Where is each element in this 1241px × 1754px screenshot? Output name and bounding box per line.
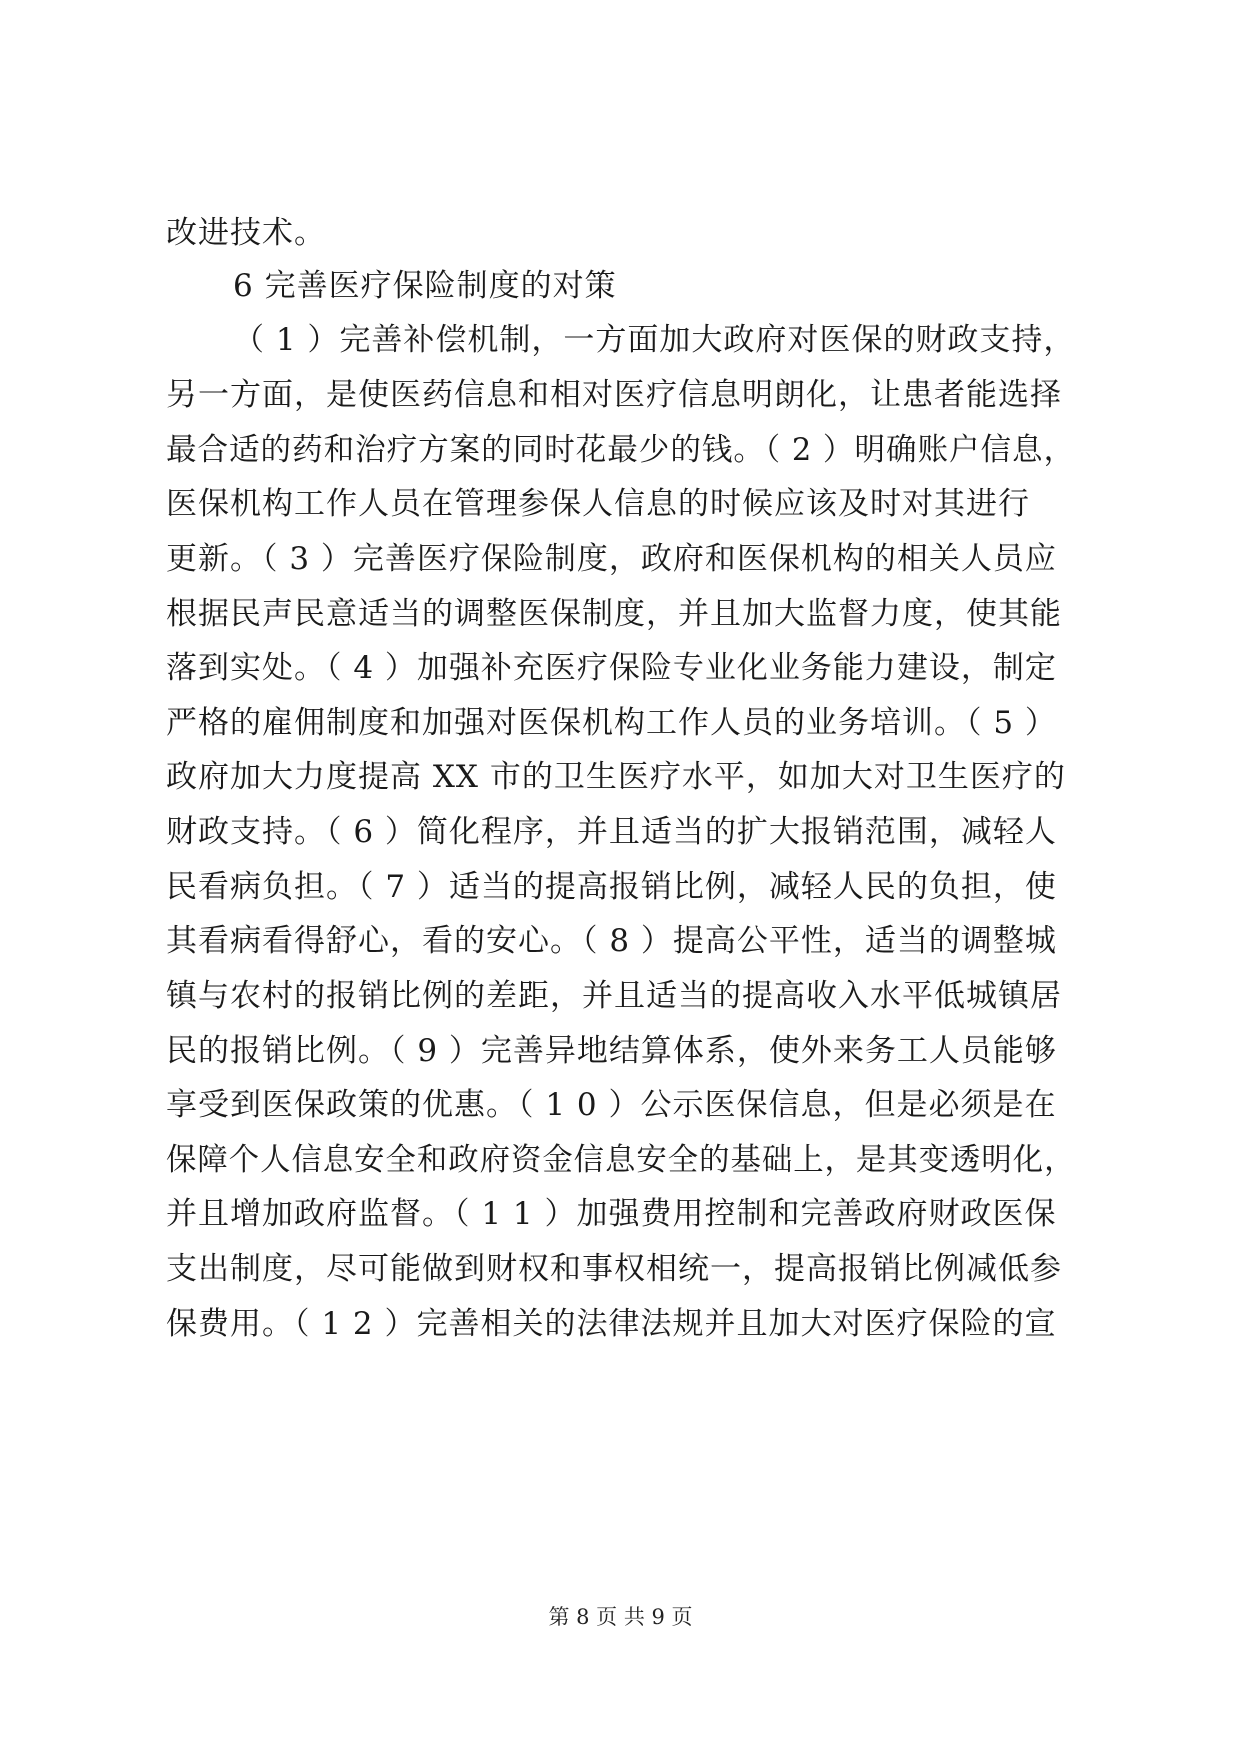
body-line: 其看病看得舒心，看的安心。（ 8 ）提高公平性，适当的调整城 [166,923,1057,959]
body-line: 医保机构工作人员在管理参保人信息的时候应该及时对其进行 [166,486,1030,522]
body-line: 民的报销比例。（ 9 ）完善异地结算体系，使外来务工人员能够 [166,1033,1057,1069]
body-line: 根据民声民意适当的调整医保制度，并且加大监督力度，使其能 [166,596,1062,632]
body-line: 镇与农村的报销比例的差距，并且适当的提高收入水平低城镇居 [166,978,1062,1014]
body-line: 保费用。（ 1 2 ）完善相关的法律法规并且加大对医疗保险的宣 [166,1306,1057,1342]
body-line: 财政支持。（ 6 ）简化程序，并且适当的扩大报销范围，减轻人 [166,814,1057,850]
body-line: 民看病负担。（ 7 ）适当的提高报销比例，减轻人民的负担，使 [166,869,1057,905]
body-line: 严格的雇佣制度和加强对医保机构工作人员的业务培训。（ 5 ） [166,705,1057,741]
body-line: 并且增加政府监督。（ 1 1 ）加强费用控制和完善政府财政医保 [166,1196,1057,1232]
body-line: 保障个人信息安全和政府资金信息安全的基础上，是其变透明化， [166,1142,1076,1178]
body-line: 支出制度，尽可能做到财权和事权相统一，提高报销比例减低参 [166,1251,1062,1287]
body-line: 最合适的药和治疗方案的同时花最少的钱。（ 2 ）明确账户信息， [166,432,1076,468]
body-line: 改进技术。 [166,215,326,251]
body-line: 享受到医保政策的优惠。（ 1 0 ）公示医保信息，但是必须是在 [166,1087,1057,1123]
body-line: 更新。（ 3 ）完善医疗保险制度，政府和医保机构的相关人员应 [166,541,1057,577]
body-line: 落到实处。（ 4 ）加强补充医疗保险专业化业务能力建设，制定 [166,650,1057,686]
body-line: 另一方面，是使医药信息和相对医疗信息明朗化，让患者能选择 [166,377,1062,413]
body-line: （ 1 ）完善补偿机制，一方面加大政府对医保的财政支持， [233,322,1076,358]
body-line: 政府加大力度提高 XX 市的卫生医疗水平，如加大对卫生医疗的 [166,759,1066,795]
section-heading: 6 完善医疗保险制度的对策 [233,268,617,304]
page-number-footer: 第 8 页 共 9 页 [548,1605,693,1629]
